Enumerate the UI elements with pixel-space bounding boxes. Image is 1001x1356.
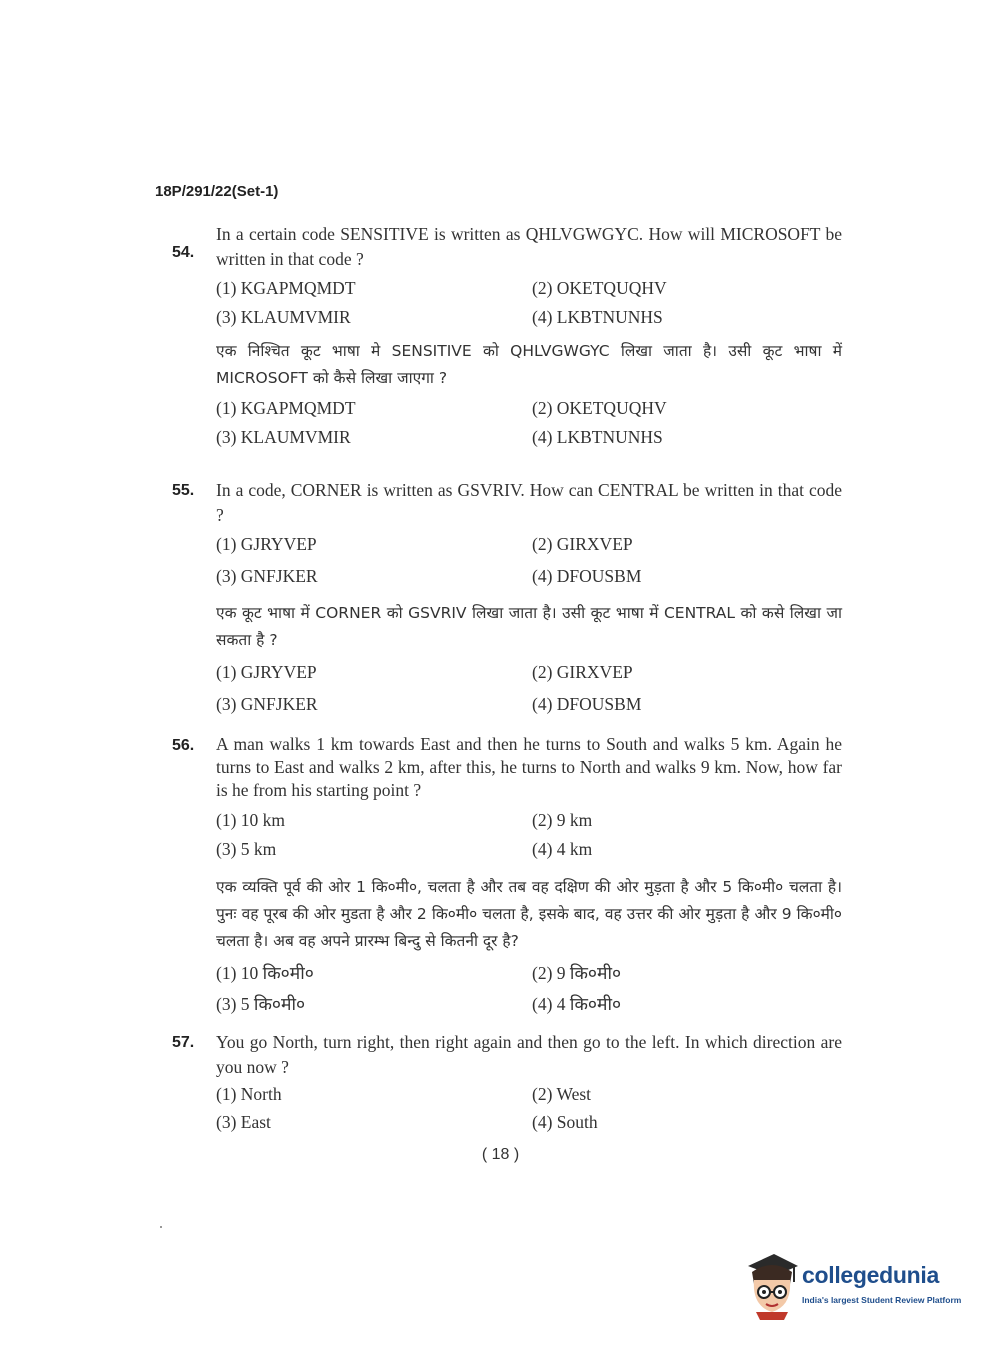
scan-speck <box>160 1226 162 1228</box>
options-en <box>216 278 842 336</box>
options-en <box>216 534 842 598</box>
question-number: 54. <box>172 244 195 261</box>
option-1: (1) GJRYVEP <box>216 534 317 554</box>
brand-name: collegedunia <box>802 1262 939 1288</box>
question-text-hi: एक निश्चित कूट भाषा मे SENSITIVE को QHLVGWGYC लिखा जाता है। उसी कूट भाषा में MICROSOFT को कैसे लिखा जाएगा ? <box>216 342 842 387</box>
options-hi <box>216 662 842 726</box>
options-hi <box>216 961 842 1023</box>
option-4: (4) DFOUSBM <box>532 566 642 586</box>
page-number: ( 18 ) <box>481 1146 520 1163</box>
option-4: (4) LKBTNUNHS <box>532 307 663 327</box>
paper-code: 18P/291/22(Set-1) <box>155 183 279 200</box>
brand-tagline: India's largest Student Review Platform <box>802 1295 962 1305</box>
option-2: (2) GIRXVEP <box>532 662 633 682</box>
option-3: (3) 5 कि०मी० <box>216 994 306 1014</box>
question-54 <box>172 222 842 456</box>
question-text-hi: एक व्यक्ति पूर्व की ओर 1 कि०मी०, चलता है और तब वह दक्षिण की ओर मुड़ता है और 5 कि०मी० चलता है। पुनः वह पूरब की ओर मुडता है और 2 कि०मी० चलता है, इसके बाद, वह उत्तर की ओर मुड़ता है और 9 कि०मी० चलता है। अब वह अपने प्रारम्भ बिन्दु से कितनी दूर है? <box>216 878 842 950</box>
option-1: (1) North <box>216 1084 282 1104</box>
option-4: (4) DFOUSBM <box>532 694 642 714</box>
question-text-en: In a certain code SENSITIVE is written as QHLVGWGYC. How will MICROSOFT be written in that code ? <box>216 224 842 269</box>
mascot-logo-icon <box>742 1250 802 1320</box>
option-3: (3) KLAUMVMIR <box>216 307 351 327</box>
question-text-hi: एक कूट भाषा में CORNER को GSVRIV लिखा जाता है। उसी कूट भाषा में CENTRAL को कसे लिखा जा सकता है ? <box>216 604 842 649</box>
question-57 <box>172 1030 842 1140</box>
option-1: (1) 10 km <box>216 810 286 830</box>
question-number: 57. <box>172 1034 195 1051</box>
option-3: (3) East <box>216 1112 271 1132</box>
question-text-en: You go North, turn right, then right again and then go to the left. In which direction are you now ? <box>216 1032 842 1077</box>
question-55 <box>172 478 842 726</box>
option-2: (2) West <box>532 1084 592 1104</box>
question-number: 56. <box>172 737 195 754</box>
collegedunia-watermark <box>742 1250 972 1320</box>
option-3: (3) GNFJKER <box>216 566 318 586</box>
option-2: (2) OKETQUQHV <box>532 398 667 418</box>
option-1: (1) GJRYVEP <box>216 662 317 682</box>
option-2: (2) 9 कि०मी० <box>532 963 622 983</box>
option-2: (2) OKETQUQHV <box>532 278 667 298</box>
option-4: (4) LKBTNUNHS <box>532 427 663 447</box>
options-en <box>216 810 842 868</box>
question-56 <box>172 733 842 1023</box>
option-3: (3) 5 km <box>216 839 277 859</box>
option-2: (2) GIRXVEP <box>532 534 633 554</box>
option-4: (4) 4 कि०मी० <box>532 994 622 1014</box>
question-number: 55. <box>172 482 195 499</box>
options-hi <box>216 398 842 456</box>
option-1: (1) 10 कि०मी० <box>216 963 314 983</box>
option-3: (3) GNFJKER <box>216 694 318 714</box>
option-1: (1) KGAPMQMDT <box>216 398 356 418</box>
option-3: (3) KLAUMVMIR <box>216 427 351 447</box>
options-en <box>216 1084 842 1140</box>
option-2: (2) 9 km <box>532 810 593 830</box>
option-1: (1) KGAPMQMDT <box>216 278 356 298</box>
option-4: (4) South <box>532 1112 598 1132</box>
question-text-en: In a code, CORNER is written as GSVRIV. How can CENTRAL be written in that code ? <box>216 480 842 525</box>
question-text-en: A man walks 1 km towards East and then he turns to South and walks 5 km. Again he turns to East and walks 2 km, after this, he turns to North and walks 9 km. Now, how far is he from his starting point ? <box>216 734 842 800</box>
option-4: (4) 4 km <box>532 839 593 859</box>
